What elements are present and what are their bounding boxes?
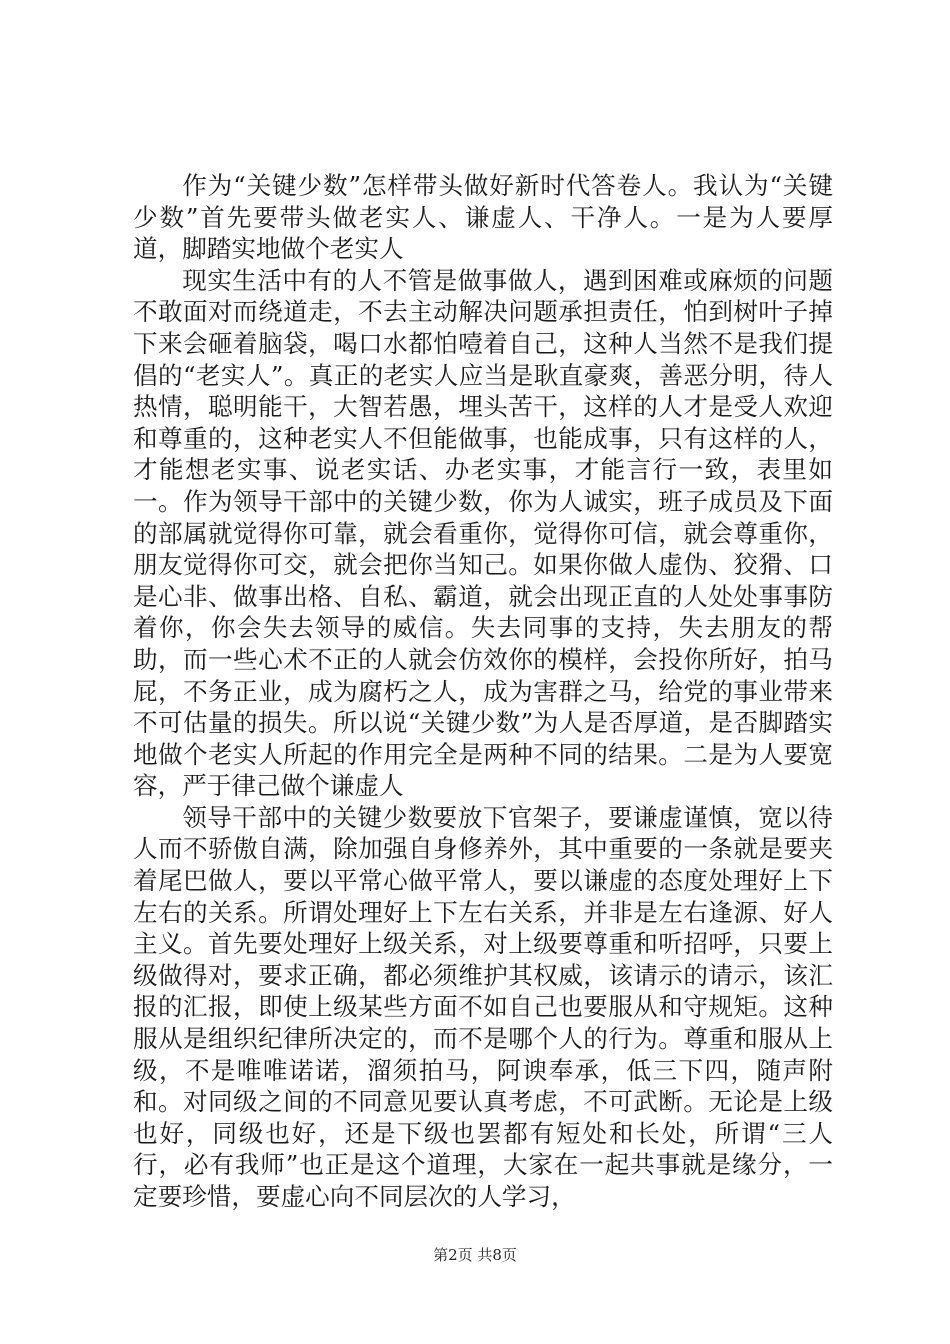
- paragraph-2: 现实生活中有的人不管是做事做人，遇到困难或麻烦的问题不敢面对而绕道走，不去主动解决问题承担责任，怕到树叶子掉下来会砸着脑袋，喝口水都怕噎着自己，这种人当然不是我们提倡的“老实人”。真正的老实人应当是耿直豪爽，善恶分明，待人热情，聪明能干，大智若愚，埋头苦干，这样的人才是受人欢迎和尊重的，这种老实人不但能做事，也能成事，只有这样的人，才能想老实事、说老实话、办老实事，才能言行一致，表里如一。作为领导干部中的关键少数，你为人诚实，班子成员及下面的部属就觉得你可靠，就会看重你，觉得你可信，就会尊重你，朋友觉得你可交，就会把你当知己。如果你做人虚伪、狡猾、口是心非、做事出格、自私、霸道，就会出现正直的人处处事事防着你，你会失去领导的威信。失去同事的支持，失去朋友的帮助，而一些心术不正的人就会仿效你的模样，会投你所好，拍马屁，不务正业，成为腐朽之人，成为害群之马，给党的事业带来不可估量的损失。所以说“关键少数”为人是否厚道，是否脚踏实地做个老实人所起的作用完全是两种不同的结果。二是为人要宽容，严于律己做个谦虚人: [133, 265, 833, 801]
- paragraph-3: 领导干部中的关键少数要放下官架子，要谦虚谨慎，宽以待人而不骄傲自满，除加强自身修养外，其中重要的一条就是要夹着尾巴做人，要以平常心做平常人，要以谦虚的态度处理好上下左右的关系。所谓处理好上下左右关系，并非是左右逢源、好人主义。首先要处理好上级关系，对上级要尊重和听招呼，只要上级做得对，要求正确，都必须维护其权威，该请示的请示，该汇报的汇报，即使上级某些方面不如自己也要服从和守规矩。这种服从是组织纪律所决定的，而不是哪个人的行为。尊重和服从上级，不是唯唯诺诺，溜须拍马，阿谀奉承，低三下四，随声附和。对同级之间的不同意见要认真考虑，不可武断。无论是上级也好，同级也好，还是下级也罢都有短处和长处，所谓“三人行，必有我师”也正是这个道理，大家在一起共事就是缘分，一定要珍惜，要虚心向不同层次的人学习，: [133, 802, 833, 1211]
- page-number-footer: 第2页 共8页: [433, 1246, 517, 1264]
- paragraph-1: 作为“关键少数”怎样带头做好新时代答卷人。我认为“关键少数”首先要带头做老实人、谦虚人、干净人。一是为人要厚道，脚踏实地做个老实人: [133, 171, 833, 264]
- document-body: [133, 170, 833, 1213]
